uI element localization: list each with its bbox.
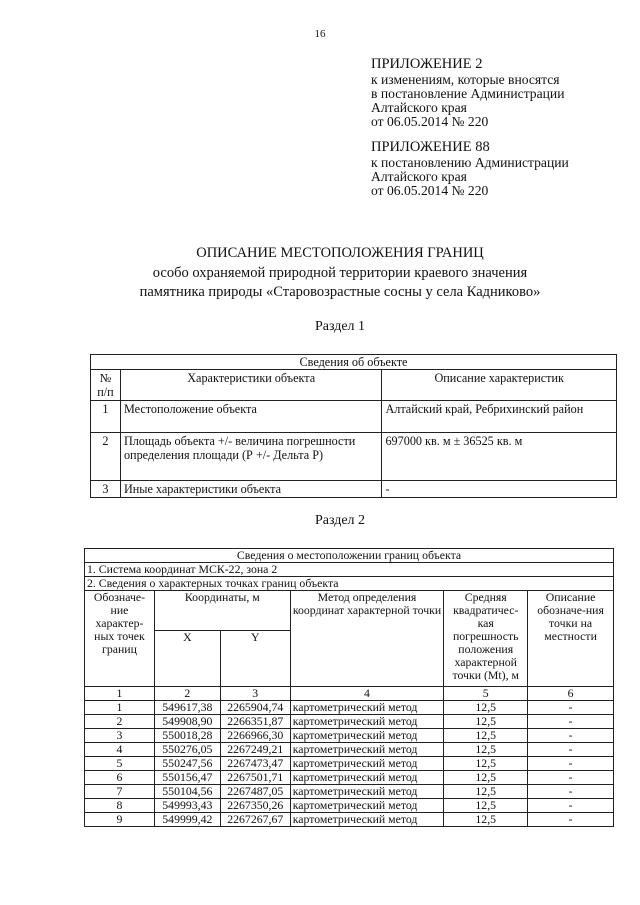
col-number: 6 bbox=[528, 687, 614, 701]
point-description: - bbox=[528, 757, 614, 771]
points-body bbox=[85, 701, 614, 827]
row-characteristic: Местоположение объекта bbox=[120, 401, 381, 433]
coord-x: 549908,90 bbox=[154, 715, 220, 729]
boundary-points-table bbox=[84, 548, 614, 827]
appendix-block-2 bbox=[371, 140, 631, 198]
point-id: 9 bbox=[85, 813, 155, 827]
boundary-caption: Сведения о местоположении границ объекта bbox=[85, 549, 614, 563]
point-description: - bbox=[528, 743, 614, 757]
row-description: 697000 кв. м ± 36525 кв. м bbox=[382, 433, 617, 481]
col-header-point: Обозначе-ние характер-ных точек границ bbox=[85, 591, 155, 687]
error: 12,5 bbox=[444, 715, 528, 729]
col-number: 4 bbox=[290, 687, 444, 701]
error: 12,5 bbox=[444, 729, 528, 743]
row-characteristic: Иные характеристики объекта bbox=[120, 481, 381, 498]
error: 12,5 bbox=[444, 799, 528, 813]
error: 12,5 bbox=[444, 701, 528, 715]
table-row bbox=[85, 701, 614, 715]
point-id: 5 bbox=[85, 757, 155, 771]
method: картометрический метод bbox=[290, 799, 444, 813]
coord-y: 2267267,67 bbox=[220, 813, 290, 827]
table-row bbox=[85, 785, 614, 799]
document-subtitle-1: особо охраняемой природной территории краевого значения bbox=[152, 265, 528, 281]
row-description: - bbox=[382, 481, 617, 498]
row-characteristic: Площадь объекта +/- величина погрешности определения площади (Р +/- Дельта Р) bbox=[120, 433, 381, 481]
coord-y: 2266351,87 bbox=[220, 715, 290, 729]
error: 12,5 bbox=[444, 813, 528, 827]
method: картометрический метод bbox=[290, 785, 444, 799]
method: картометрический метод bbox=[290, 757, 444, 771]
point-description: - bbox=[528, 729, 614, 743]
point-id: 6 bbox=[85, 771, 155, 785]
table-row bbox=[85, 715, 614, 729]
error: 12,5 bbox=[444, 743, 528, 757]
row-description: Алтайский край, Ребрихинский район bbox=[382, 401, 617, 433]
col-number: 1 bbox=[85, 687, 155, 701]
point-description: - bbox=[528, 813, 614, 827]
table-row bbox=[85, 743, 614, 757]
col-header-point-description: Описание обозначе-ния точки на местности bbox=[528, 591, 614, 687]
point-description: - bbox=[528, 799, 614, 813]
appendix-1-line: к изменениям, которые вносятся bbox=[371, 72, 560, 87]
col-header-method: Метод определения координат характерной точки bbox=[290, 591, 444, 687]
appendix-block-1 bbox=[371, 57, 631, 129]
table-row bbox=[85, 729, 614, 743]
method: картометрический метод bbox=[290, 701, 444, 715]
coord-y: 2267473,47 bbox=[220, 757, 290, 771]
coord-y: 2267249,21 bbox=[220, 743, 290, 757]
page-number: 16 bbox=[314, 28, 326, 40]
method: картометрический метод bbox=[290, 715, 444, 729]
col-number: 5 bbox=[444, 687, 528, 701]
point-description: - bbox=[528, 771, 614, 785]
coordinate-system: 1. Система координат МСК-22, зона 2 bbox=[85, 563, 614, 577]
coord-y: 2267487,05 bbox=[220, 785, 290, 799]
coord-x: 549999,42 bbox=[154, 813, 220, 827]
point-description: - bbox=[528, 701, 614, 715]
error: 12,5 bbox=[444, 771, 528, 785]
document-title: ОПИСАНИЕ МЕСТОПОЛОЖЕНИЯ ГРАНИЦ bbox=[196, 245, 484, 261]
point-id: 4 bbox=[85, 743, 155, 757]
coord-x: 550276,05 bbox=[154, 743, 220, 757]
section-2-title: Раздел 2 bbox=[314, 513, 366, 528]
point-id: 2 bbox=[85, 715, 155, 729]
method: картометрический метод bbox=[290, 771, 444, 785]
table-row bbox=[85, 799, 614, 813]
appendix-1-line: от 06.05.2014 № 220 bbox=[371, 114, 489, 129]
error: 12,5 bbox=[444, 757, 528, 771]
row-number: 1 bbox=[91, 401, 121, 433]
col-number: 3 bbox=[220, 687, 290, 701]
table-row bbox=[85, 771, 614, 785]
coord-y: 2267350,26 bbox=[220, 799, 290, 813]
method: картометрический метод bbox=[290, 743, 444, 757]
point-id: 7 bbox=[85, 785, 155, 799]
col-header-y: Y bbox=[220, 631, 290, 687]
coord-x: 549617,38 bbox=[154, 701, 220, 715]
point-id: 1 bbox=[85, 701, 155, 715]
col-header-x: X bbox=[154, 631, 220, 687]
coord-y: 2265904,74 bbox=[220, 701, 290, 715]
method: картометрический метод bbox=[290, 729, 444, 743]
table-row bbox=[85, 757, 614, 771]
table-row bbox=[85, 813, 614, 827]
appendix-2-line: Алтайского края bbox=[371, 169, 467, 184]
method: картометрический метод bbox=[290, 813, 444, 827]
object-info-table bbox=[90, 354, 617, 498]
coord-y: 2266966,30 bbox=[220, 729, 290, 743]
col-header-no: № п/п bbox=[91, 370, 121, 401]
col-header-coordinates: Координаты, м bbox=[154, 591, 290, 631]
points-caption: 2. Сведения о характерных точках границ объекта bbox=[85, 577, 614, 591]
appendix-1-line: в постановление Администрации bbox=[371, 86, 565, 101]
col-header-error: Средняя квадратичес-кая погрешность положения характерной точки (Mt), м bbox=[444, 591, 528, 687]
object-info-caption: Сведения об объекте bbox=[91, 355, 617, 370]
appendix-1-title: ПРИЛОЖЕНИЕ 2 bbox=[371, 56, 483, 72]
point-description: - bbox=[528, 715, 614, 729]
coord-x: 550104,56 bbox=[154, 785, 220, 799]
document-subtitle-2: памятника природы «Старовозрастные сосны у села Кадниково» bbox=[139, 284, 541, 300]
col-number: 2 bbox=[154, 687, 220, 701]
appendix-2-line: к постановлению Администрации bbox=[371, 155, 569, 170]
section-1-title: Раздел 1 bbox=[314, 319, 366, 334]
coord-y: 2267501,71 bbox=[220, 771, 290, 785]
point-id: 3 bbox=[85, 729, 155, 743]
row-number: 3 bbox=[91, 481, 121, 498]
coord-x: 550247,56 bbox=[154, 757, 220, 771]
point-description: - bbox=[528, 785, 614, 799]
coord-x: 550018,28 bbox=[154, 729, 220, 743]
error: 12,5 bbox=[444, 785, 528, 799]
appendix-2-line: от 06.05.2014 № 220 bbox=[371, 183, 489, 198]
appendix-2-title: ПРИЛОЖЕНИЕ 88 bbox=[371, 139, 490, 155]
col-header-description: Описание характеристик bbox=[382, 370, 617, 401]
appendix-1-line: Алтайского края bbox=[371, 100, 467, 115]
coord-x: 550156,47 bbox=[154, 771, 220, 785]
col-header-characteristic: Характеристики объекта bbox=[120, 370, 381, 401]
point-id: 8 bbox=[85, 799, 155, 813]
row-number: 2 bbox=[91, 433, 121, 481]
coord-x: 549993,43 bbox=[154, 799, 220, 813]
